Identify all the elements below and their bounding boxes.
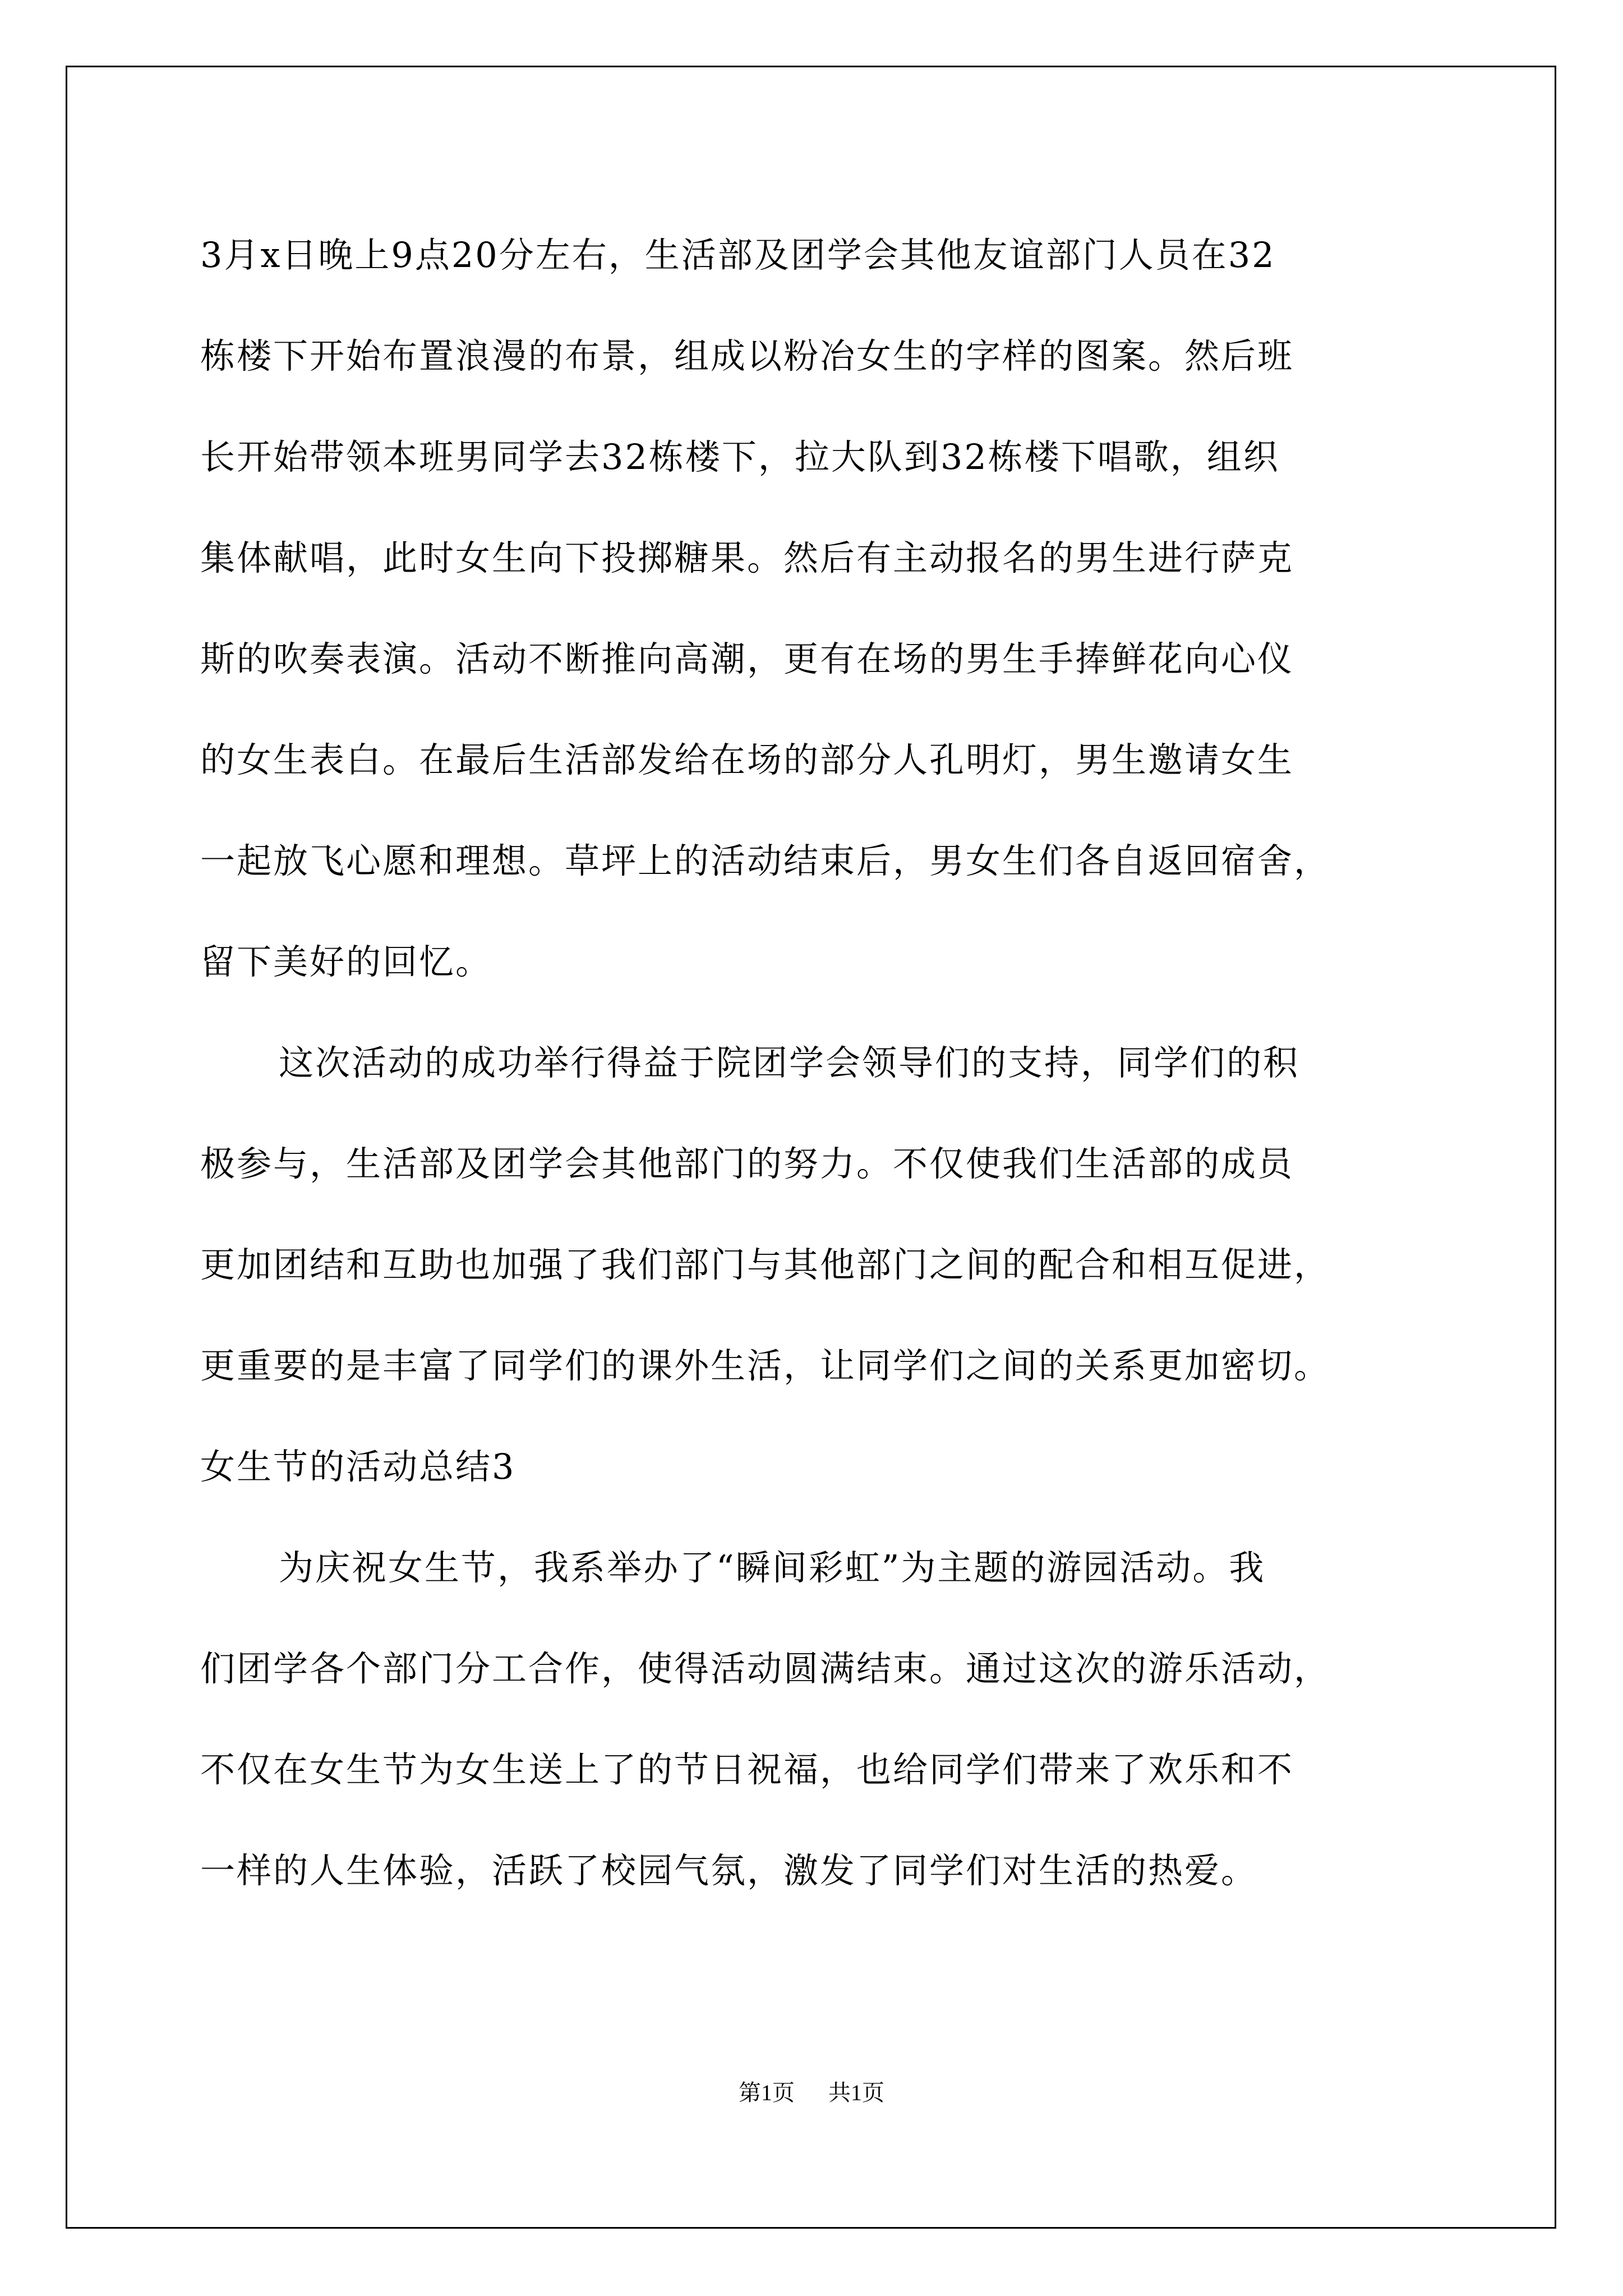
text-line: 们团学各个部门分工合作，使得活动圆满结束。通过这次的游乐活动， <box>200 1648 1331 1689</box>
document-body <box>200 224 1434 1941</box>
text-line: 一样的人生体验，活跃了校园气氛，激发了同学们对生活的热爱。 <box>200 1850 1258 1891</box>
text-line: 不仅在女生节为女生送上了的节日祝福，也给同学们带来了欢乐和不 <box>200 1749 1294 1790</box>
page-total: 共1页 <box>828 2080 884 2105</box>
text-line: 留下美好的回忆。 <box>200 941 492 982</box>
text-line: 集体献唱，此时女生向下投掷糖果。然后有主动报名的男生进行萨克 <box>200 537 1294 578</box>
text-line: 长开始带领本班男同学去32栋楼下，拉大队到32栋楼下唱歌，组织 <box>200 436 1280 477</box>
text-line: 更加团结和互助也加强了我们部门与其他部门之间的配合和相互促进， <box>200 1244 1331 1285</box>
section-heading: 女生节的活动总结3 <box>200 1446 516 1487</box>
text-line: 斯的吹奏表演。活动不断推向高潮，更有在场的男生手捧鲜花向心仪 <box>200 638 1294 679</box>
page-number: 第1页 <box>739 2080 795 2105</box>
text-line: 一起放飞心愿和理想。草坪上的活动结束后，男女生们各自返回宿舍， <box>200 840 1331 881</box>
text-line: 3月x日晚上9点20分左右，生活部及团学会其他友谊部门人员在32 <box>200 234 1276 275</box>
text-line: 更重要的是丰富了同学们的课外生活，让同学们之间的关系更加密切。 <box>200 1345 1331 1386</box>
paragraph-start-line: 为庆祝女生节，我系举办了“瞬间彩虹”为主题的游园活动。我 <box>279 1547 1266 1588</box>
paragraph-start-line: 这次活动的成功举行得益于院团学会领导们的支持，同学们的积 <box>279 1042 1300 1083</box>
page-footer <box>0 2079 1623 2107</box>
text-line: 极参与，生活部及团学会其他部门的努力。不仅使我们生活部的成员 <box>200 1143 1294 1184</box>
text-line: 的女生表白。在最后生活部发给在场的部分人孔明灯，男生邀请女生 <box>200 739 1294 780</box>
text-line: 栋楼下开始布置浪漫的布景，组成以粉冶女生的字样的图案。然后班 <box>200 335 1294 376</box>
